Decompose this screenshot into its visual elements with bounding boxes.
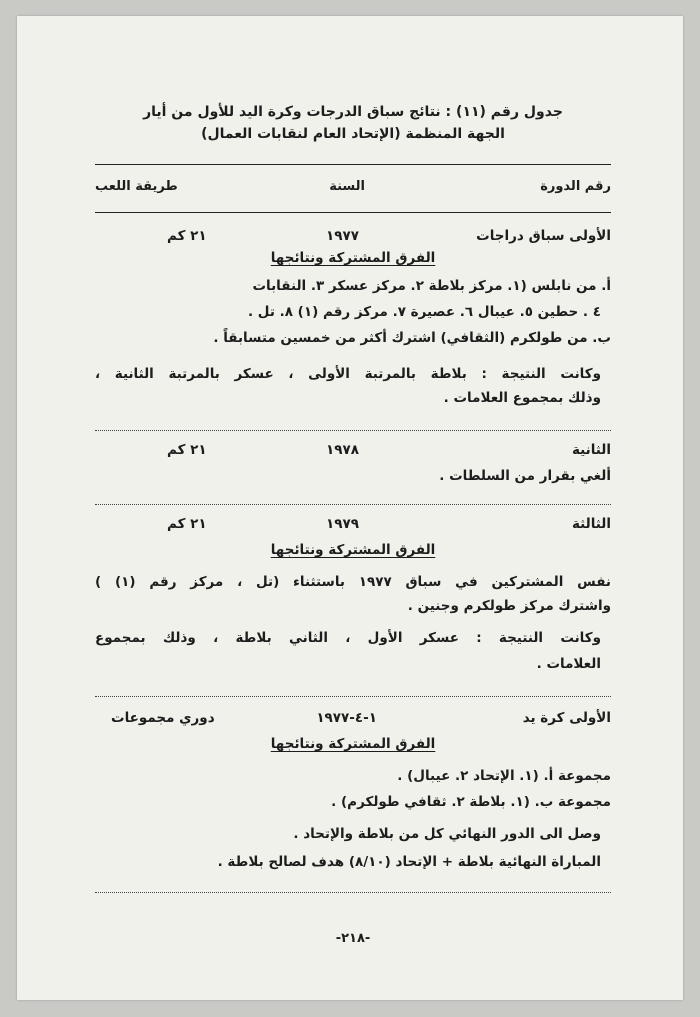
s4-line-1: مجموعة أ. (١. الإتحاد ٢. عيبال) . xyxy=(397,768,611,784)
s1-round: الأولى سباق دراجات xyxy=(476,228,611,244)
header-bottom-rule xyxy=(95,212,611,213)
header-top-rule xyxy=(95,164,611,165)
s3-round: الثالثة xyxy=(571,516,611,532)
s3-method: ٢١ كم xyxy=(167,516,207,532)
s4-line-3: وصل الى الدور النهائي كل من بلاطة والإتحاد . xyxy=(293,826,601,842)
s3-line-4: العلامات . xyxy=(536,656,601,672)
s4-subheading: الفرق المشتركة ونتائجها xyxy=(270,736,436,752)
header-round: رقم الدورة xyxy=(540,179,611,194)
s3-subheading: الفرق المشتركة ونتائجها xyxy=(270,542,436,558)
s3-line-3: وكانت النتيجة : عسكر الأول ، الثاني بلاطة ، وذلك بمجموع xyxy=(95,630,601,646)
s2-line-1: ألغي بقرار من السلطات . xyxy=(439,468,611,484)
s2-round: الثانية xyxy=(571,442,611,458)
header-year: السنة xyxy=(329,179,365,194)
divider-3 xyxy=(95,696,611,697)
divider-2 xyxy=(95,504,611,505)
s1-method: ٢١ كم xyxy=(167,228,207,244)
s1-line-4: وكانت النتيجة : بلاطة بالمرتبة الأولى ، عسكر بالمرتبة الثانية ، xyxy=(95,366,601,382)
s1-line-5: وذلك بمجموع العلامات . xyxy=(443,390,601,406)
page-number: -٢١٨- xyxy=(335,931,371,946)
s4-round: الأولى كرة يد xyxy=(522,710,611,726)
s3-line-1: نفس المشتركين في سباق ١٩٧٧ باستثناء (تل ، مركز رقم (١) ) xyxy=(95,574,611,590)
header-method: طريقة اللعب xyxy=(95,179,178,194)
s4-line-4: المباراة النهائية بلاطة + الإتحاد (٨/١٠) هدف لصالح بلاطة . xyxy=(217,854,601,870)
s3-year: ١٩٧٩ xyxy=(326,516,359,532)
s3-line-2: واشترك مركز طولكرم وجنين . xyxy=(407,598,611,614)
s1-line-3: ب. من طولكرم (الثقافي) اشترك أكثر من خمسين متسابقاً . xyxy=(213,330,611,346)
s2-year: ١٩٧٨ xyxy=(326,442,359,458)
s1-line-1: أ. من نابلس (١. مركز بلاطة ٢. مركز عسكر ٣. النقابات xyxy=(252,278,611,294)
table-title-line-2: الجهة المنظمة (الإتحاد العام لنقابات العمال) xyxy=(201,126,505,142)
s1-line-2: ٤ . حطين ٥. عيبال ٦. عصيرة ٧. مركز رقم (١) ٨. تل . xyxy=(247,304,601,320)
s4-line-2: مجموعة ب. (١. بلاطة ٢. ثقافي طولكرم) . xyxy=(331,794,611,810)
s1-year: ١٩٧٧ xyxy=(326,228,359,244)
divider-4 xyxy=(95,892,611,893)
s4-method: دوري مجموعات xyxy=(111,710,215,726)
s4-year: ١-٤-١٩٧٧ xyxy=(316,710,377,726)
s1-subheading: الفرق المشتركة ونتائجها xyxy=(270,250,436,266)
document-page xyxy=(17,16,683,1000)
table-title-line-1: جدول رقم (١١) : نتائج سباق الدرجات وكرة اليد للأول من أيار xyxy=(143,104,563,120)
divider-1 xyxy=(95,430,611,431)
s2-method: ٢١ كم xyxy=(167,442,207,458)
